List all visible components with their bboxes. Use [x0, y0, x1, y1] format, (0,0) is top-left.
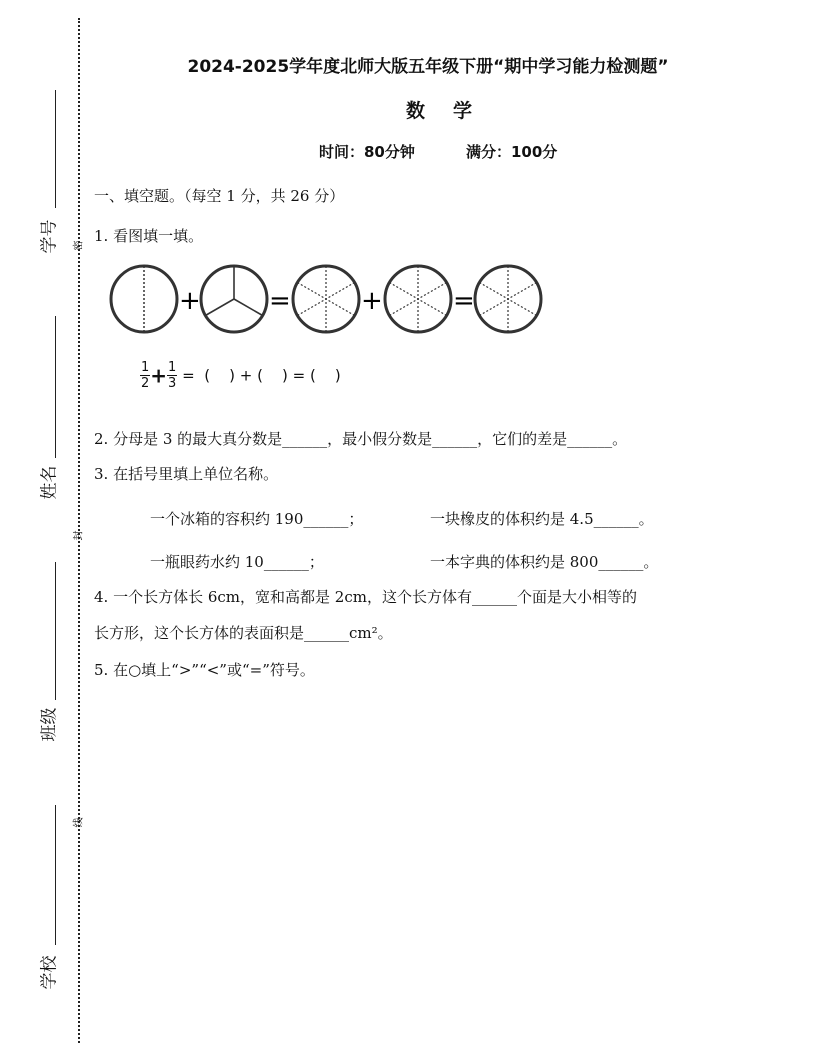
op-equals-2: = — [453, 286, 475, 316]
exam-time: 时间：80分钟 — [319, 143, 415, 161]
circle-thirds — [201, 266, 267, 332]
question-4-line-2: 长方形，这个长方体的表面积是______cm²。 — [94, 624, 393, 642]
question-3-text: 3. 在括号里填上单位名称。 — [94, 465, 279, 483]
question-4-line-1: 4. 一个长方体长 6cm，宽和高都是 2cm，这个长方体有______个面是大小相等的 — [94, 588, 637, 606]
question-1-equation — [140, 360, 341, 391]
name-label: 姓名 — [39, 465, 60, 500]
question-3b: 一块橡皮的体积约是 4.5______。 — [430, 510, 654, 528]
seal-mark-feng: 封 — [73, 530, 85, 541]
op-plus-2: + — [361, 286, 383, 316]
question-1-text: 1. 看图填一填。 — [94, 227, 204, 245]
equation-blanks[interactable]: = ( ) + ( ) = ( ) — [182, 366, 341, 385]
school-label: 学校 — [39, 955, 60, 990]
exam-score: 满分：100分 — [466, 143, 558, 161]
class-rule — [55, 562, 56, 700]
student-id-label: 学号 — [39, 219, 60, 254]
exam-title: 2024-2025学年度北师大版五年级下册“期中学习能力检测题” — [187, 57, 669, 77]
fraction-one-third: $\frac{1}{3}$ — [168, 360, 177, 391]
seal-mark-xian: 线 — [73, 817, 85, 828]
subject-title: 数学 — [406, 100, 501, 122]
question-3c: 一瓶眼药水约 10______； — [150, 553, 324, 571]
circle-halves — [111, 266, 177, 332]
question-3a: 一个冰箱的容积约 190______； — [150, 510, 364, 528]
question-5: 5. 在○填上“>”“<”或“=”符号。 — [94, 661, 315, 679]
seal-mark-mi: 密 — [73, 240, 85, 251]
question-3d: 一本字典的体积约是 800______。 — [430, 553, 659, 571]
school-rule — [55, 805, 56, 945]
name-rule — [55, 316, 56, 458]
op-equals-1: = — [269, 286, 291, 316]
fraction-one-half: $\frac{1}{2}$ — [141, 360, 150, 391]
circle-sixths-1 — [293, 266, 359, 332]
class-label: 班级 — [39, 707, 60, 742]
section-heading: 一、填空题。（每空 1 分，共 26 分） — [94, 187, 345, 205]
circle-sixths-3 — [475, 266, 541, 332]
equation-plus: + — [150, 363, 168, 388]
op-plus-1: + — [179, 286, 201, 316]
fraction-circles-diagram — [108, 262, 548, 338]
circle-sixths-2 — [385, 266, 451, 332]
student-id-rule — [55, 90, 56, 208]
question-2: 2. 分母是 3 的最大真分数是______，最小假分数是______，它们的差是______。 — [94, 430, 628, 448]
